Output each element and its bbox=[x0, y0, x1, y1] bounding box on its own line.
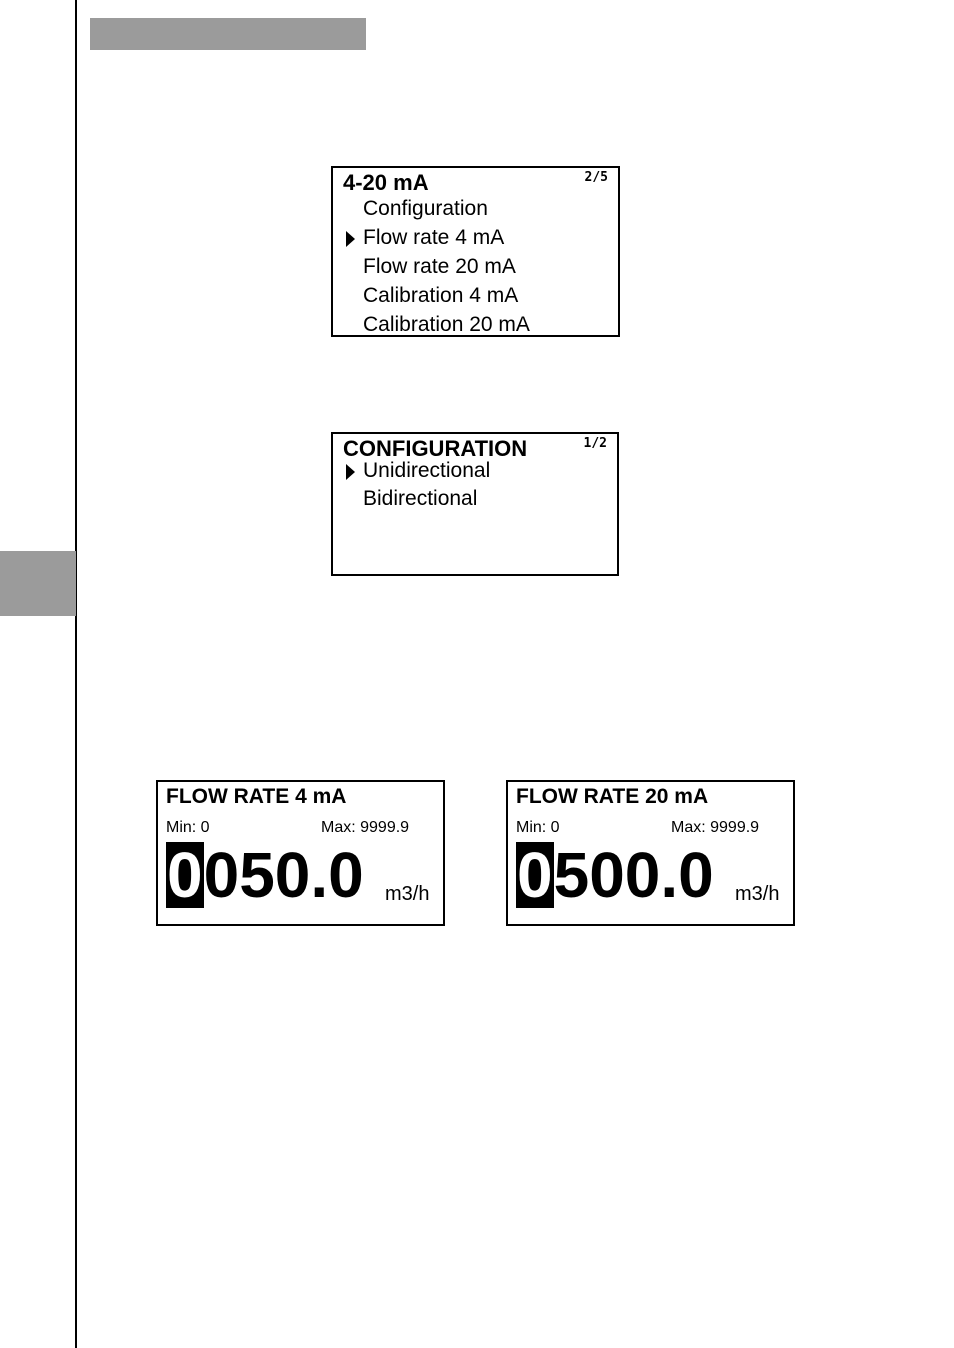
lcd-flow-rate-20ma bbox=[506, 780, 795, 926]
page-margin-rule bbox=[75, 0, 77, 1348]
range-max: Max: 9999.9 bbox=[321, 819, 410, 836]
lcd-configuration bbox=[331, 432, 619, 576]
chapter-side-tab bbox=[0, 551, 76, 616]
menu-title: 4-20 mA bbox=[343, 170, 429, 195]
value-digits: 050.0 bbox=[203, 839, 364, 911]
lcd-menu-4-20ma bbox=[331, 166, 620, 337]
selection-cursor-icon bbox=[346, 464, 355, 480]
menu-item-calibration-20ma[interactable]: Calibration 20 mA bbox=[363, 313, 530, 336]
option-bidirectional[interactable]: Bidirectional bbox=[363, 487, 478, 510]
flow-rate-value[interactable] bbox=[516, 839, 714, 911]
menu-item-calibration-4ma[interactable]: Calibration 4 mA bbox=[363, 284, 519, 307]
value-digits: 500.0 bbox=[553, 839, 714, 911]
edit-cursor-digit[interactable]: 0 bbox=[517, 839, 553, 911]
section-header-bar bbox=[90, 18, 366, 50]
range-min: Min: 0 bbox=[166, 819, 210, 836]
configuration-title: CONFIGURATION bbox=[343, 436, 528, 461]
menu-item-configuration[interactable]: Configuration bbox=[363, 197, 488, 220]
flow-unit: m3/h bbox=[735, 883, 780, 905]
flow-rate-title: FLOW RATE 4 mA bbox=[166, 785, 347, 808]
lcd-flow-rate-4ma bbox=[156, 780, 445, 926]
option-unidirectional[interactable]: Unidirectional bbox=[363, 459, 491, 482]
edit-cursor-digit[interactable]: 0 bbox=[167, 839, 203, 911]
menu-item-flow-rate-20ma[interactable]: Flow rate 20 mA bbox=[363, 255, 516, 278]
page-indicator: 1/2 bbox=[583, 436, 607, 451]
menu-item-flow-rate-4ma[interactable]: Flow rate 4 mA bbox=[363, 226, 505, 249]
range-max: Max: 9999.9 bbox=[671, 819, 760, 836]
range-min: Min: 0 bbox=[516, 819, 560, 836]
flow-unit: m3/h bbox=[385, 883, 430, 905]
flow-rate-title: FLOW RATE 20 mA bbox=[516, 785, 709, 808]
selection-cursor-icon bbox=[346, 231, 355, 247]
page-indicator: 2/5 bbox=[584, 170, 608, 185]
flow-rate-value[interactable] bbox=[166, 839, 364, 911]
